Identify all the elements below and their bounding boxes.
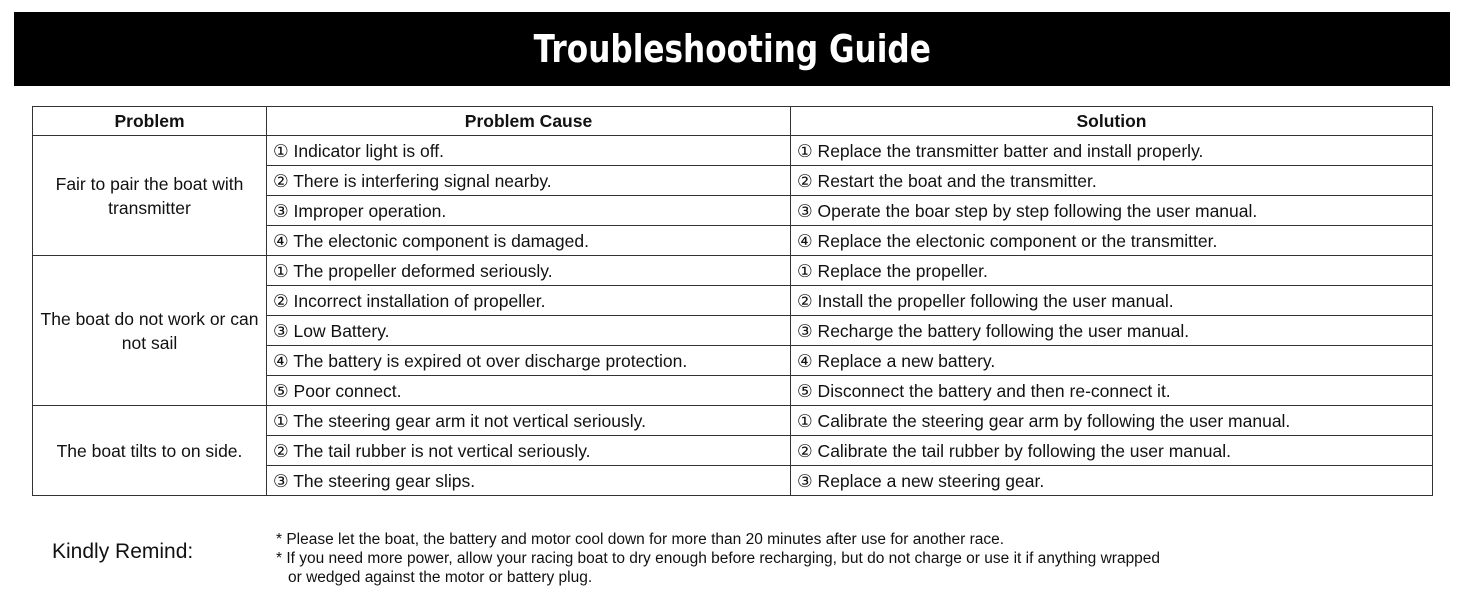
solution-cell: ② Calibrate the tail rubber by following the user manual.	[791, 436, 1433, 466]
solution-cell: ④ Replace a new battery.	[791, 346, 1433, 376]
solution-cell: ① Replace the propeller.	[791, 256, 1433, 286]
remind-note-2-continued: or wedged against the motor or battery plug.	[288, 569, 593, 586]
table-row	[33, 406, 1433, 436]
solution-cell: ① Calibrate the steering gear arm by following the user manual.	[791, 406, 1433, 436]
solution-cell: ⑤ Disconnect the battery and then re-connect it.	[791, 376, 1433, 406]
remind-note-1: * Please let the boat, the battery and motor cool down for more than 20 minutes after use for another race.	[276, 531, 1005, 548]
header-solution: Solution	[791, 107, 1433, 136]
solution-cell: ① Replace the transmitter batter and install properly.	[791, 136, 1433, 166]
problem-cell: Fair to pair the boat with transmitter	[33, 136, 267, 256]
header-cause: Problem Cause	[267, 107, 791, 136]
cause-cell: ③ The steering gear slips.	[267, 466, 791, 496]
cause-cell: ① Indicator light is off.	[267, 136, 791, 166]
cause-cell: ② The tail rubber is not vertical seriously.	[267, 436, 791, 466]
problem-cell: The boat tilts to on side.	[33, 406, 267, 496]
cause-cell: ③ Improper operation.	[267, 196, 791, 226]
solution-cell: ② Restart the boat and the transmitter.	[791, 166, 1433, 196]
table-row	[33, 256, 1433, 286]
cause-cell: ④ The battery is expired ot over discharge protection.	[267, 346, 791, 376]
solution-cell: ③ Recharge the battery following the user manual.	[791, 316, 1433, 346]
table-header-row	[33, 107, 1433, 136]
table-row	[33, 136, 1433, 166]
problem-cell: The boat do not work or can not sail	[33, 256, 267, 406]
cause-cell: ③ Low Battery.	[267, 316, 791, 346]
troubleshooting-table	[32, 106, 1433, 496]
header-problem: Problem	[33, 107, 267, 136]
solution-cell: ③ Operate the boar step by step following the user manual.	[791, 196, 1433, 226]
cause-cell: ① The steering gear arm it not vertical seriously.	[267, 406, 791, 436]
cause-cell: ④ The electonic component is damaged.	[267, 226, 791, 256]
solution-cell: ③ Replace a new steering gear.	[791, 466, 1433, 496]
solution-cell: ④ Replace the electonic component or the transmitter.	[791, 226, 1433, 256]
solution-cell: ② Install the propeller following the user manual.	[791, 286, 1433, 316]
cause-cell: ① The propeller deformed seriously.	[267, 256, 791, 286]
kindly-remind-label: Kindly Remind:	[52, 540, 194, 563]
cause-cell: ② Incorrect installation of propeller.	[267, 286, 791, 316]
cause-cell: ⑤ Poor connect.	[267, 376, 791, 406]
remind-notes	[276, 530, 1160, 587]
remind-note-2: * If you need more power, allow your racing boat to dry enough before recharging, but do not charge or use it if anything wrapped	[276, 550, 1161, 567]
page-title: Troubleshooting Guide	[533, 27, 931, 71]
cause-cell: ② There is interfering signal nearby.	[267, 166, 791, 196]
title-banner	[14, 12, 1450, 86]
